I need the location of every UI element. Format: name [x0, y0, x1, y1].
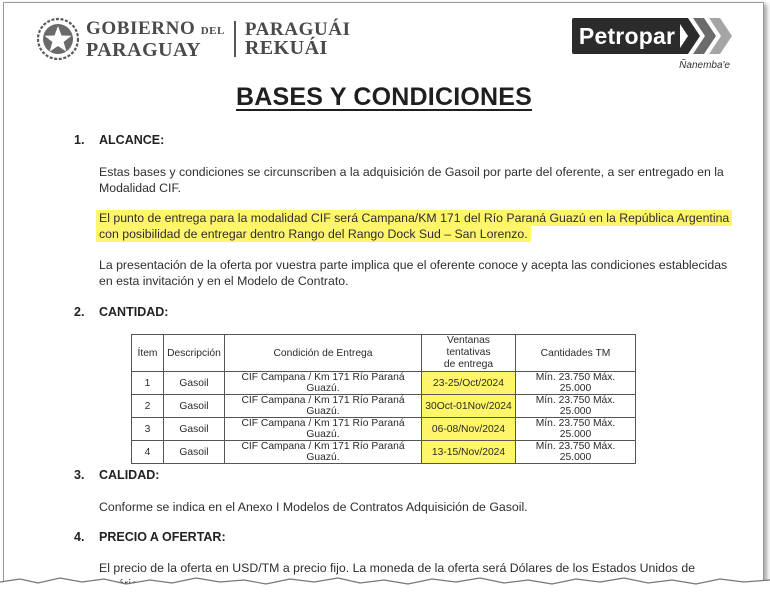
precio-paragraph: El precio de la oferta en USD/TM a precio fijo. La moneda de la oferta será Dólares de los Estados Unidos de: [99, 561, 696, 575]
table-header-row: [132, 335, 636, 372]
cell-cantidad: Mín. 23.750 Máx. 25.000: [516, 441, 636, 464]
alcance-paragraph-1: Estas bases y condiciones se circunscriben a la adquisición de Gasoil por parte del oferente, a ser entregado en la Modalidad CIF.: [99, 165, 724, 195]
gov-name-line1: GOBIERNO: [86, 17, 196, 39]
cell-item: 3: [132, 418, 164, 441]
petropar-logo: [572, 18, 742, 74]
cell-ventana: 06-08/Nov/2024: [422, 418, 516, 441]
cell-cantidad: Mín. 23.750 Máx. 25.000: [516, 395, 636, 418]
alcance-paragraph-3: La presentación de la oferta por vuestra parte implica que el oferente conoce y acepta las condiciones establecidas en esta invitación y en el Modelo de Contrato.: [99, 258, 728, 288]
calidad-paragraph: Conforme se indica en el Anexo I Modelos de Contratos Adquisición de Gasoil.: [99, 500, 528, 514]
col-header-item: Ítem: [132, 335, 164, 372]
star-seal-icon: [36, 17, 80, 61]
cell-item: 2: [132, 395, 164, 418]
page-title: BASES Y CONDICIONES: [236, 83, 532, 111]
gov-alt-line2: REKUÁI: [244, 37, 328, 59]
quantity-table: [131, 334, 636, 464]
table-row: [132, 441, 636, 464]
alcance-paragraph-2-highlighted: El punto de entrega para la modalidad CIF será Campana/KM 171 del Río Paraná Guazú en la República Argentina con posibilidad de entregar dentro Rango del Rango Dock Sud – San Lorenzo.: [99, 210, 734, 242]
government-logo: [36, 17, 351, 61]
chevrons-icon: [676, 18, 738, 54]
document-page: [3, 2, 764, 585]
gov-name-line2: PARAGUAY: [86, 38, 202, 61]
cell-descripcion: Gasoil: [164, 372, 225, 395]
gov-alt-line1: PARAGUÁI: [244, 19, 351, 40]
cell-condicion: CIF Campana / Km 171 Río Paraná Guazú.: [225, 372, 422, 395]
cell-condicion: CIF Campana / Km 171 Río Paraná Guazú.: [225, 395, 422, 418]
cell-descripcion: Gasoil: [164, 418, 225, 441]
cell-cantidad: Mín. 23.750 Máx. 25.000: [516, 418, 636, 441]
cell-descripcion: Gasoil: [164, 395, 225, 418]
col-header-descripcion: Descripción: [164, 335, 225, 372]
header-divider: [234, 21, 236, 57]
cell-descripcion: Gasoil: [164, 441, 225, 464]
col-header-ventanas: Ventanas tentativas de entrega: [422, 335, 516, 372]
col-header-condicion: Condición de Entrega: [225, 335, 422, 372]
cell-condicion: CIF Campana / Km 171 Río Paraná Guazú.: [225, 418, 422, 441]
col-header-cantidades: Cantidades TM: [516, 335, 636, 372]
cell-condicion: CIF Campana / Km 171 Río Paraná Guazú.: [225, 441, 422, 464]
cell-ventana: 13-15/Nov/2024: [422, 441, 516, 464]
brand-name: Petropar: [578, 23, 676, 49]
section-heading-cantidad: 2. CANTIDAD:: [74, 305, 169, 319]
cell-ventana: 23-25/Oct/2024: [422, 372, 516, 395]
gov-name-del: DEL: [200, 24, 225, 37]
table-row: [132, 418, 636, 441]
brand-tagline: Ñanemba'e: [679, 60, 730, 71]
section-heading-precio: 4. PRECIO A OFERTAR:: [74, 530, 226, 544]
cell-cantidad: Mín. 23.750 Máx. 25.000: [516, 372, 636, 395]
table-row: [132, 372, 636, 395]
section-heading-alcance: 1. ALCANCE:: [74, 133, 165, 147]
section-heading-calidad: 3. CALIDAD:: [74, 468, 160, 482]
cell-ventana: 30Oct-01Nov/2024: [422, 395, 516, 418]
cell-item: 4: [132, 441, 164, 464]
torn-edge: [0, 570, 770, 592]
table-row: [132, 395, 636, 418]
cell-item: 1: [132, 372, 164, 395]
